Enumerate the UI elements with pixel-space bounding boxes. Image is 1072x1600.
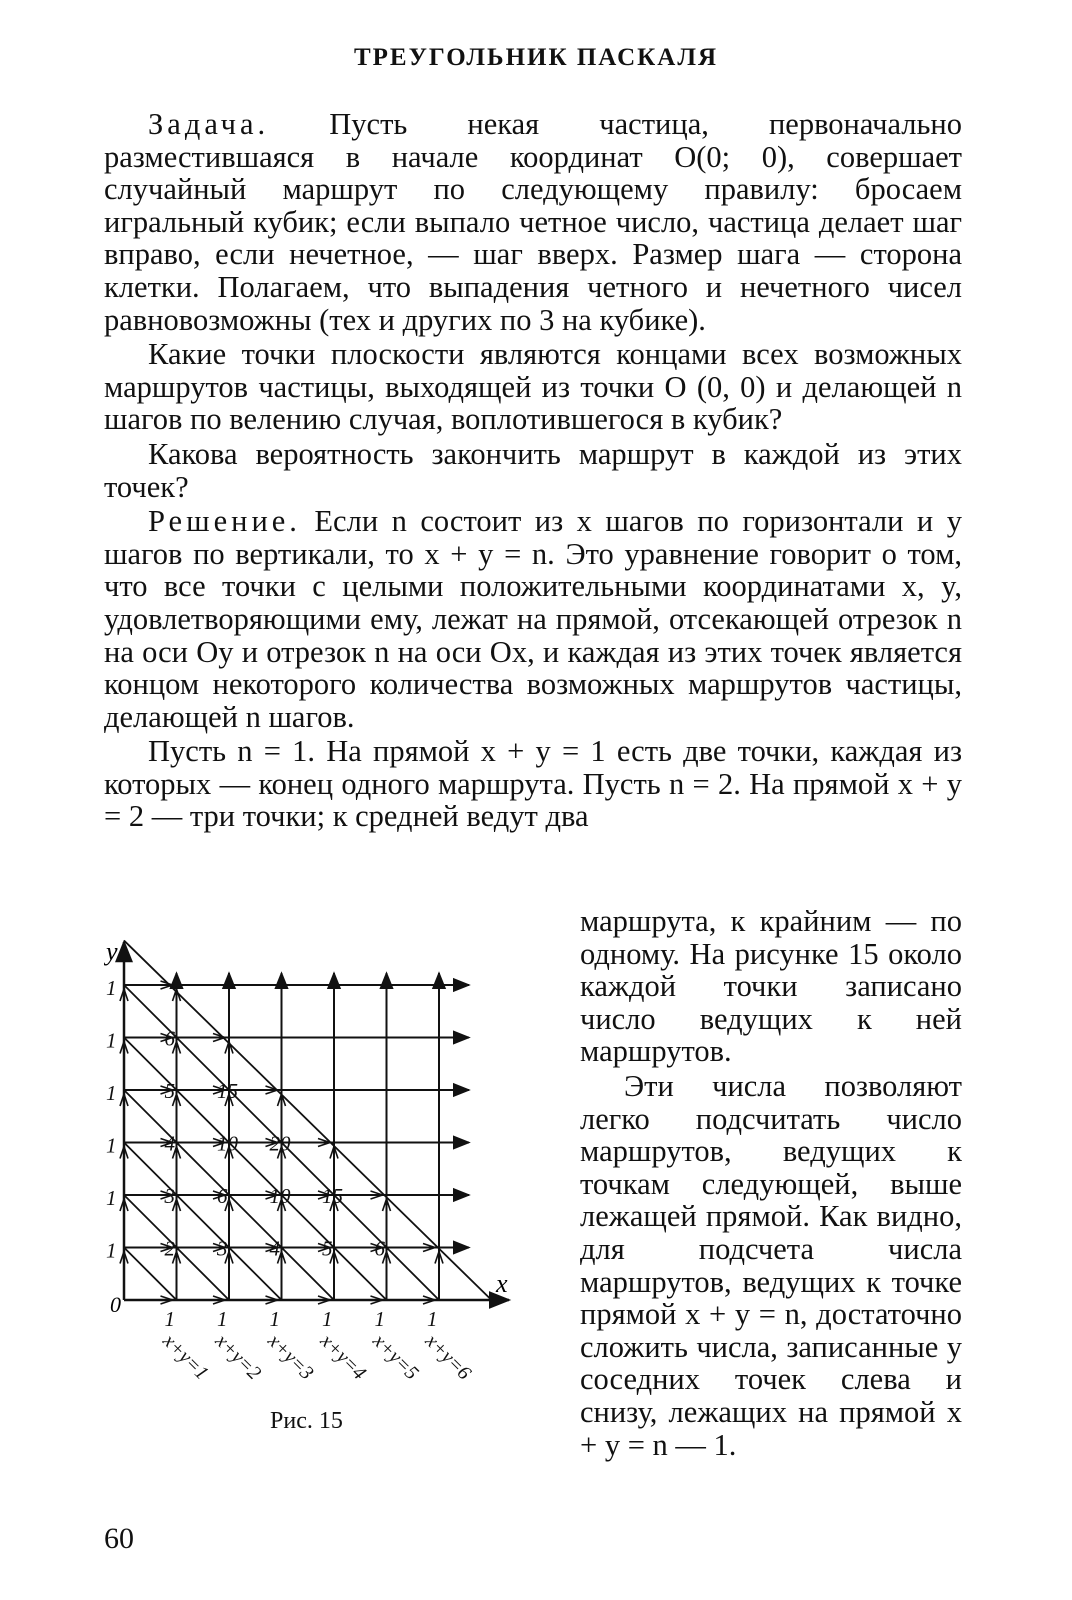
route-count-number: 1: [374, 1307, 385, 1331]
route-count-number: 1: [106, 1028, 117, 1053]
problem-section: [104, 108, 962, 833]
question-2: Какова вероятность закончить маршрут в каждой из этих точек?: [104, 436, 962, 504]
route-count-number: 2: [164, 1236, 175, 1261]
route-count-number: 1: [106, 976, 117, 1000]
route-count-number: 15: [217, 1079, 238, 1103]
route-count-number: 1: [217, 1307, 228, 1331]
route-count-number: 20: [269, 1131, 291, 1156]
problem-label: Задача.: [148, 107, 270, 141]
route-count-number: 4: [269, 1236, 280, 1261]
route-count-number: 1: [106, 1186, 117, 1210]
route-count-number: 3: [164, 1184, 175, 1208]
diagonal-labels: [158, 1329, 475, 1384]
right-paragraph-2: Эти числа позволяют легко подсчитать число маршрутов, ведущих к точкам следующей, выше лежащей прямой. Как видно, для подсчета числа маршрутов, ведущих к точке прямой x + y = n, достаточно сложить числа, записанные у соседних точек слева и снизу, лежащих на прямой x + y = n — 1.: [580, 1068, 962, 1462]
route-count-number: 1: [106, 1238, 117, 1263]
route-count-number: 15: [322, 1184, 343, 1208]
route-count-number: 1: [427, 1307, 438, 1331]
route-count-number: 6: [217, 1184, 228, 1208]
x-axis-label: x: [496, 1269, 508, 1298]
solution-paragraph-2: Пусть n = 1. На прямой x + y = 1 есть две точки, каждая из которых — конец одного маршрута. Пусть n = 2. На прямой x + y = 2 — три точки; к средней ведут два: [104, 734, 962, 834]
route-count-number: 1: [106, 1133, 117, 1158]
problem-text: Пусть некая частица, первоначально разместившаяся в начале координат O(0; 0), совершает случайный маршрут по следующему правилу: бросаем игральный кубик; если выпало четное число, частица делает шаг вправо, если нечетное, — шаг вверх. Размер шага — сторона клетки. Полагаем, что выпадения четного и нечетного чисел равновозможны (тех и других по 3 на кубике).: [104, 107, 962, 337]
route-count-number: 6: [374, 1236, 385, 1261]
route-count-number: 4: [164, 1131, 175, 1156]
route-count-number: 1: [322, 1307, 333, 1331]
route-count-number: 3: [217, 1236, 228, 1261]
pascal-lattice-figure: [104, 930, 544, 1400]
route-count-number: 5: [164, 1079, 175, 1103]
diagonal-equation-label: x+y=6: [420, 1329, 476, 1385]
page-number: 60: [104, 1522, 134, 1555]
right-paragraph-1: маршрута, к крайним — по одному. На рисунке 15 около каждой точки записано число ведущих к ней маршрутов.: [580, 904, 962, 1069]
diagonal-equation-label: x+y=4: [315, 1329, 371, 1385]
route-count-number: 1: [164, 1307, 175, 1331]
solution-paragraph: [104, 505, 962, 733]
page-title: ТРЕУГОЛЬНИК ПАСКАЛЯ: [353, 44, 719, 71]
route-count-number: 10: [269, 1184, 291, 1208]
diagonal-equation-label: x+y=5: [368, 1329, 423, 1385]
solution-text: Если n состоит из x шагов по горизонтали и y шагов по вертикали, то x + y = n. Это уравнение говорит о том, что все точки с целыми положительными координатами x, y, удовлетворяющими ему, лежат на прямой, отсекающей отрезок n на оси Oy и отрезок n на оси Ox, и каждая из этих точек является концом некоторого количества возможных маршрутов частицы, делающей n шагов.: [104, 504, 962, 734]
origin-label: 0: [110, 1292, 121, 1317]
route-count-number: 10: [217, 1131, 238, 1156]
route-count-number: 5: [322, 1236, 333, 1261]
diagonal-line: [124, 941, 492, 1301]
route-count-number: 6: [164, 1026, 175, 1051]
route-count-number: 1: [269, 1307, 280, 1331]
route-count-number: 1: [106, 1081, 117, 1105]
right-column-text: [580, 905, 962, 1461]
figure-caption: Рис. 15: [270, 1408, 343, 1434]
diagonal-equation-label: x+y=3: [263, 1329, 318, 1385]
diagonal-equation-label: x+y=1: [158, 1329, 213, 1385]
solution-label: Решение.: [148, 504, 301, 539]
diagonal-line: [124, 1038, 387, 1301]
question-1: Какие точки плоскости являются концами всех возможных маршрутов частицы, выходящей из точки O (0, 0) и делающей n шагов по велению случая, воплотившегося в кубик?: [104, 337, 962, 437]
y-axis-label: y: [106, 937, 118, 966]
diagonal-lines: [124, 941, 492, 1301]
diagonal-equation-label: x+y=2: [210, 1329, 266, 1385]
diagonal-line: [124, 1143, 282, 1301]
route-counts: [106, 976, 438, 1331]
problem-paragraph: [104, 108, 962, 336]
